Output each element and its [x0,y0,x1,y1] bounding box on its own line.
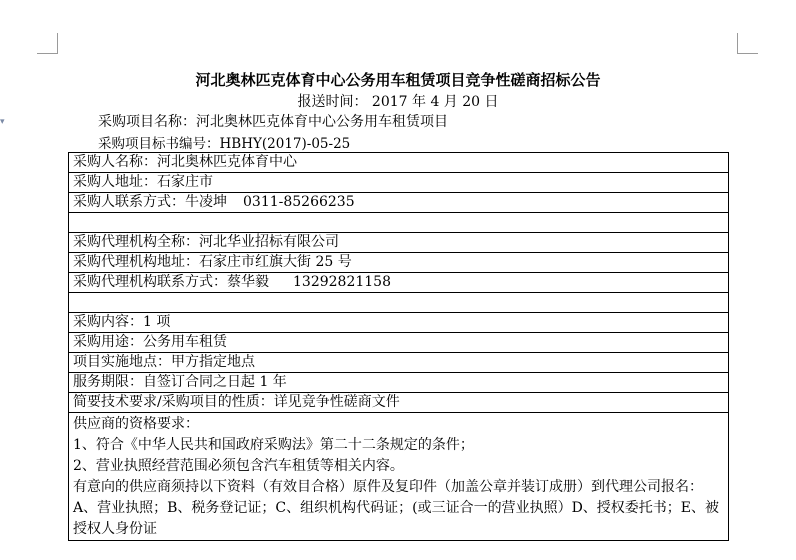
content-cell: 采购内容：1 项 [69,313,729,333]
table-row [69,393,729,413]
table-row [69,213,729,233]
table-row [69,353,729,373]
table-row [69,293,729,313]
announcement-table [68,152,729,541]
location-cell: 项目实施地点：甲方指定地点 [69,353,729,373]
agency-contact-label: 采购代理机构联系方式：蔡华毅 [73,274,269,290]
project-name-line: 采购项目名称：河北奥林匹克体育中心公务用车租赁项目 [98,114,448,130]
qualification-heading: 供应商的资格要求： [73,416,199,432]
agency-address-cell: 采购代理机构地址：石家庄市红旗大街 25 号 [69,253,729,273]
table-row [69,233,729,253]
table-row [69,153,729,173]
tech-requirement-cell: 简要技术要求/采购项目的性质：详见竞争性磋商文件 [69,393,729,413]
buyer-contact-cell [69,193,729,213]
qualification-cell [69,413,729,541]
qualification-item-3: 有意向的供应商须持以下资料（有效目合格）原件及复印件（加盖公章并装订成册）到代理公司报名： [73,479,703,495]
qualification-item-2: 2、营业执照经营范围必须包含汽车租赁等相关内容。 [73,458,404,474]
buyer-name-cell: 采购人名称：河北奥林匹克体育中心 [69,153,729,173]
document-title: 河北奥林匹克体育中心公务用车租赁项目竞争性磋商招标公告 [195,71,601,89]
table-row [69,413,729,541]
period-cell: 服务期限：自签订合同之日起 1 年 [69,373,729,393]
qualification-item-5: 授权人身份证 [73,521,157,537]
report-date: 报送时间： 2017 年 4 月 20 日 [297,94,499,110]
paragraph-marker-icon: ▾ [0,117,5,127]
empty-cell [69,293,729,313]
table-row [69,253,729,273]
buyer-contact-label: 采购人联系方式：牛凌坤 [73,194,227,210]
agency-contact-cell [69,273,729,293]
buyer-phone: 0311-85266235 [243,194,355,210]
empty-cell [69,213,729,233]
buyer-address-cell: 采购人地址：石家庄市 [69,173,729,193]
table-row [69,313,729,333]
qualification-item-4: A、营业执照；B、税务登记证；C、组织机构代码证；(或三证合一的营业执照）D、授权委托书；E、被 [73,500,720,516]
page-corner-mark-right [737,33,758,54]
table-row [69,193,729,213]
agency-name-cell: 采购代理机构全称：河北华业招标有限公司 [69,233,729,253]
table-row [69,173,729,193]
table-row [69,333,729,353]
table-row [69,373,729,393]
page-corner-mark-left [37,33,58,54]
agency-phone: 13292821158 [293,274,391,290]
usage-cell: 采购用途：公务用车租赁 [69,333,729,353]
project-code-line: 采购项目标书编号：HBHY(2017)-05-25 [98,136,351,152]
qualification-item-1: 1、符合《中华人民共和国政府采购法》第二十二条规定的条件； [73,437,474,453]
table-row [69,273,729,293]
